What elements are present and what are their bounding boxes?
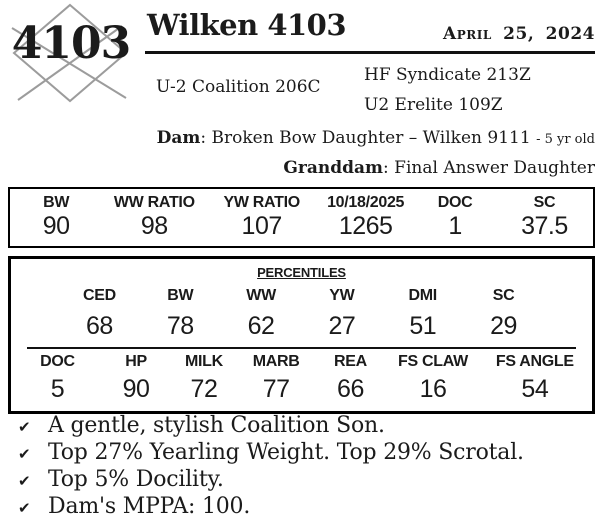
pct-value-cell: 66 bbox=[337, 375, 364, 403]
lot-badge bbox=[4, 2, 138, 106]
pct-header-cell: CED bbox=[82, 287, 116, 304]
pct-value-cell: 68 bbox=[86, 312, 113, 340]
perf-value-cell: 1 bbox=[448, 212, 462, 240]
dam-block bbox=[35, 124, 595, 182]
dam-text: : Broken Bow Daughter – Wilken 9111 bbox=[200, 128, 537, 148]
perf-value-cell: 107 bbox=[241, 212, 282, 240]
checkmark-icon: ✔ bbox=[18, 445, 31, 463]
pct-header-cell: SC bbox=[492, 287, 515, 304]
perf-header-cell: YW RATIO bbox=[223, 194, 300, 211]
list-item bbox=[18, 467, 595, 494]
perf-header-cell: SC bbox=[533, 194, 556, 211]
pct-value-cell: 78 bbox=[166, 312, 194, 340]
sire-parents bbox=[364, 60, 531, 120]
percentiles-title: PERCENTILES bbox=[257, 265, 346, 280]
perf-header-cell: DOC bbox=[437, 194, 473, 211]
performance-table bbox=[8, 187, 595, 248]
pct-value-cell: 90 bbox=[122, 375, 150, 403]
perf-value-cell: 37.5 bbox=[521, 212, 568, 240]
pct-value-cell: 77 bbox=[262, 375, 290, 403]
sire-dam-name: U2 Erelite 109Z bbox=[364, 95, 503, 115]
perf-value-cell: 90 bbox=[42, 212, 70, 240]
percentiles-row1-headers bbox=[11, 287, 592, 305]
note-text: Top 27% Yearling Weight. Top 29% Scrotal. bbox=[48, 440, 524, 465]
percentiles-table bbox=[8, 256, 595, 414]
percentiles-row2-values bbox=[11, 375, 592, 403]
granddam-line bbox=[35, 154, 595, 182]
list-item bbox=[18, 440, 595, 467]
sire-sire-name: HF Syndicate 213Z bbox=[364, 65, 531, 85]
pct-value-cell: 62 bbox=[247, 312, 275, 340]
pct-value-cell: 29 bbox=[490, 312, 517, 340]
pct-header-cell: FS CLAW bbox=[398, 353, 468, 370]
title-rule bbox=[145, 51, 595, 54]
pct-header-cell: DOC bbox=[40, 353, 75, 370]
pct-header-cell: BW bbox=[167, 287, 194, 304]
pct-value-cell: 27 bbox=[328, 312, 356, 340]
dam-line bbox=[35, 124, 595, 154]
perf-value-cell: 1265 bbox=[338, 212, 393, 240]
pct-value-cell: 72 bbox=[190, 375, 218, 403]
note-text: Dam's MPPA: 100. bbox=[48, 494, 251, 519]
percentiles-row2-headers bbox=[11, 353, 592, 371]
performance-value-row bbox=[10, 212, 593, 240]
checkmark-icon: ✔ bbox=[18, 472, 31, 490]
percentiles-separator bbox=[27, 347, 576, 349]
perf-value-cell: 98 bbox=[140, 212, 168, 240]
sire-name: U-2 Coalition 206C bbox=[156, 77, 321, 97]
percentiles-row1-values bbox=[11, 312, 592, 340]
pct-header-cell: FS ANGLE bbox=[495, 353, 574, 370]
list-item bbox=[18, 413, 595, 440]
perf-header-cell: 10/18/2025 bbox=[327, 194, 405, 211]
note-text: Top 5% Docility. bbox=[48, 467, 224, 492]
pct-value-cell: 16 bbox=[419, 375, 447, 403]
sale-date: April 25, 2024 bbox=[443, 24, 595, 44]
granddam-text: : Final Answer Daughter bbox=[383, 158, 595, 178]
note-text: A gentle, stylish Coalition Son. bbox=[48, 413, 385, 438]
checkmark-icon: ✔ bbox=[18, 418, 31, 436]
page-title: Wilken 4103 bbox=[147, 8, 347, 42]
pct-header-cell: DMI bbox=[408, 287, 437, 304]
dam-label: Dam bbox=[156, 128, 201, 148]
pct-value-cell: 5 bbox=[50, 375, 65, 403]
pct-value-cell: 54 bbox=[521, 375, 549, 403]
perf-header-cell: WW RATIO bbox=[113, 194, 195, 211]
performance-header-row bbox=[10, 194, 593, 212]
pct-header-cell: YW bbox=[329, 287, 355, 304]
list-item bbox=[18, 494, 595, 521]
pct-header-cell: HP bbox=[125, 353, 147, 370]
notes-list bbox=[18, 413, 595, 521]
pct-value-cell: 51 bbox=[409, 312, 437, 340]
checkmark-icon: ✔ bbox=[18, 499, 31, 517]
pct-header-cell: MILK bbox=[185, 353, 223, 370]
dam-age-note: - 5 yr old bbox=[536, 132, 595, 147]
lot-number: 4103 bbox=[11, 18, 131, 69]
pct-header-cell: REA bbox=[334, 353, 367, 370]
pct-header-cell: MARB bbox=[252, 353, 300, 370]
perf-header-cell: BW bbox=[43, 194, 70, 211]
granddam-label: Granddam bbox=[283, 158, 384, 178]
pct-header-cell: WW bbox=[246, 287, 276, 304]
